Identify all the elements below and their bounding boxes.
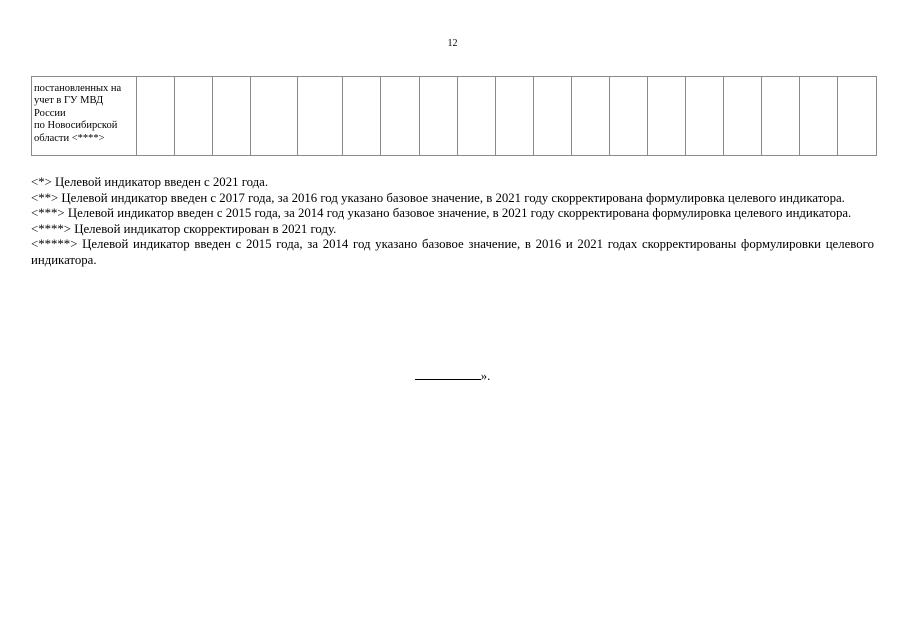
table-cell	[572, 77, 610, 156]
footnote: <**> Целевой индикатор введен с 2017 года, за 2016 год указано базовое значение, в 2021 году скорректирована формулировка целевого индикатора.	[31, 190, 845, 205]
table-cell	[496, 77, 534, 156]
footnote: <***> Целевой индикатор введен с 2015 года, за 2014 год указано базовое значение, в 2021 году скорректирована формулировка целевого индикатора.	[31, 206, 852, 221]
table-cell	[420, 77, 458, 156]
table-cell	[251, 77, 298, 156]
table-cell	[762, 77, 800, 156]
table-cell	[458, 77, 496, 156]
table-row	[32, 77, 877, 156]
table-cell	[686, 77, 724, 156]
table-cell	[298, 77, 343, 156]
page-number: 12	[447, 38, 458, 49]
row-label-cell	[32, 77, 137, 156]
row-label-line: учет в ГУ МВД	[34, 95, 104, 107]
table-cell	[175, 77, 213, 156]
footnote: <****> Целевой индикатор скорректирован в 2021 году.	[31, 221, 337, 236]
row-label-line: постановленных на	[34, 83, 122, 94]
indicator-table	[31, 76, 877, 156]
table-cell	[381, 77, 420, 156]
row-label-line: России	[34, 107, 66, 119]
row-label-line: по Новосибирской	[34, 120, 118, 132]
footnote: <*> Целевой индикатор введен с 2021 года.	[31, 175, 269, 189]
closing-quote: ».	[480, 369, 491, 383]
table-cell	[213, 77, 251, 156]
table-cell	[343, 77, 381, 156]
signature-blank-line	[415, 368, 481, 380]
footnotes	[31, 175, 874, 269]
table-cell	[800, 77, 838, 156]
table-cell	[610, 77, 648, 156]
table-cell	[838, 77, 877, 156]
table-cell	[137, 77, 175, 156]
closing-line	[0, 368, 905, 384]
footnote: <*****> Целевой индикатор введен с 2015 года, за 2014 год указано базовое значение, в 2016 и 2021 годах скорректированы формулировки целевого индикатора.	[31, 237, 874, 267]
table-cell	[724, 77, 762, 156]
table-cell	[534, 77, 572, 156]
row-label-line: области <****>	[34, 132, 105, 144]
table-cell	[648, 77, 686, 156]
